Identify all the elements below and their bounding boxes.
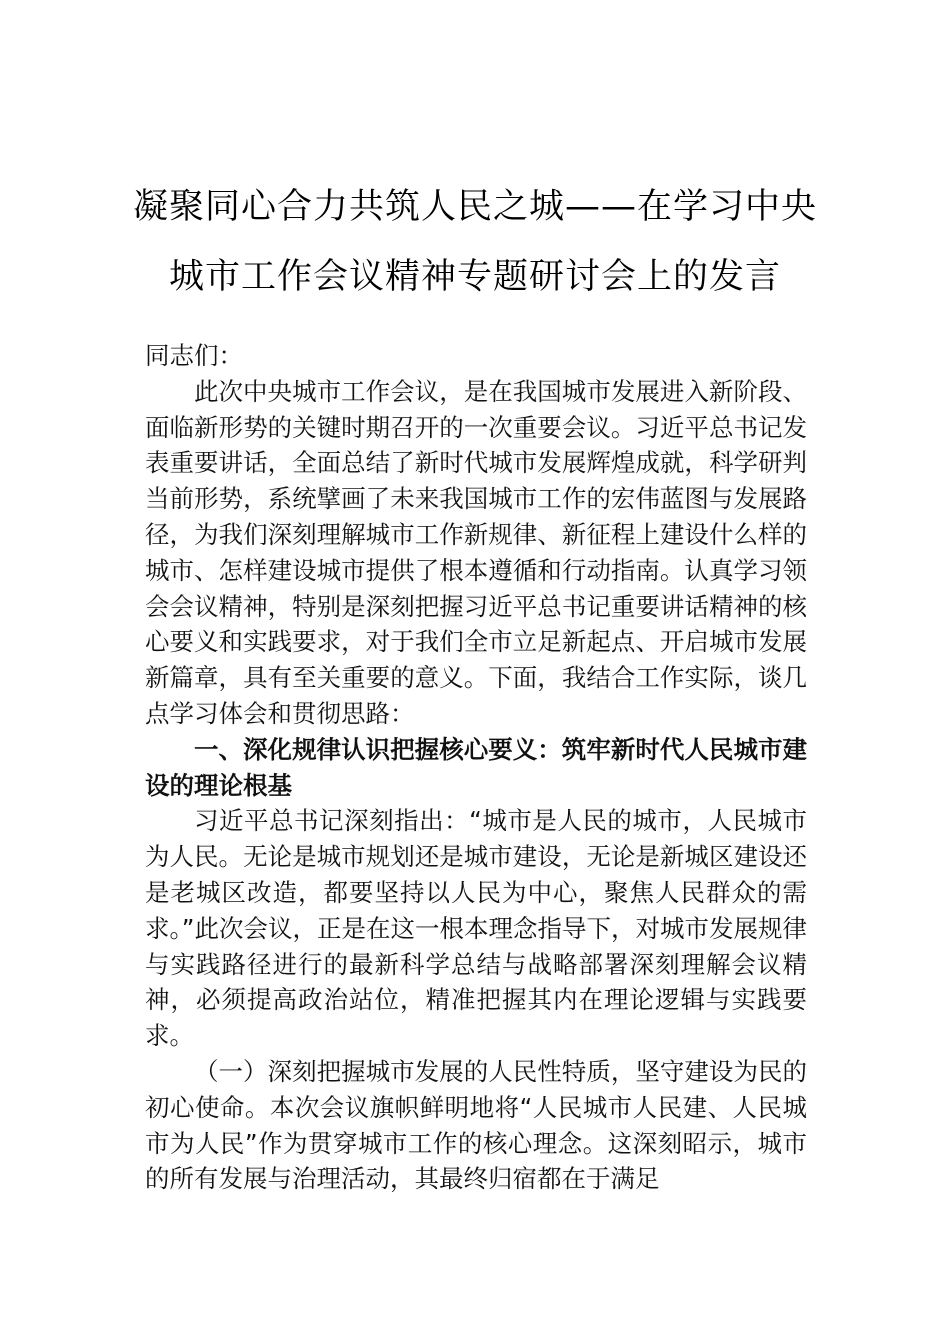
intro-paragraph: 此次中央城市工作会议，是在我国城市发展进入新阶段、面临新形势的关键时期召开的一次重要会议。习近平总书记发表重要讲话，全面总结了新时代城市发展辉煌成就，科学研判当前形势，系统擘画了未来我国城市工作的宏伟蓝图与发展路径，为我们深刻理解城市工作新规律、新征程上建设什么样的城市、怎样建设城市提供了根本遵循和行动指南。认真学习领会会议精神，特别是深刻把握习近平总书记重要讲话精神的核心要义和实践要求，对于我们全市立足新起点、开启城市发展新篇章，具有至关重要的意义。下面，我结合工作实际，谈几点学习体会和贯彻思路：	[145, 376, 807, 728]
subsection-1-paragraph: （一）深刻把握城市发展的人民性特质，坚守建设为民的初心使命。本次会议旗帜鲜明地将“人民城市人民建、人民城市为人民”作为贯穿城市工作的核心理念。这深刻昭示，城市的所有发展与治理活动，其最终归宿都在于满足	[145, 1056, 807, 1194]
section-1-paragraph: 习近平总书记深刻指出：“城市是人民的城市，人民城市为人民。无论是城市规划还是城市建设，无论是新城区建设还是老城区改造，都要坚持以人民为中心，聚焦人民群众的需求。”此次会议，正是在这一根本理念指导下，对城市发展规律与实践路径进行的最新科学总结与战略部署深刻理解会议精神，必须提高政治站位，精准把握其内在理论逻辑与实践要求。	[145, 806, 807, 1051]
section-heading-1: 一、深化规律认识把握核心要义：筑牢新时代人民城市建设的理论根基	[145, 734, 807, 800]
salutation: 同志们：	[145, 341, 243, 370]
document-title: 凝聚同心合力共筑人民之城——在学习中央城市工作会议精神专题研讨会上的发言	[132, 187, 817, 297]
document-body	[145, 338, 807, 1197]
